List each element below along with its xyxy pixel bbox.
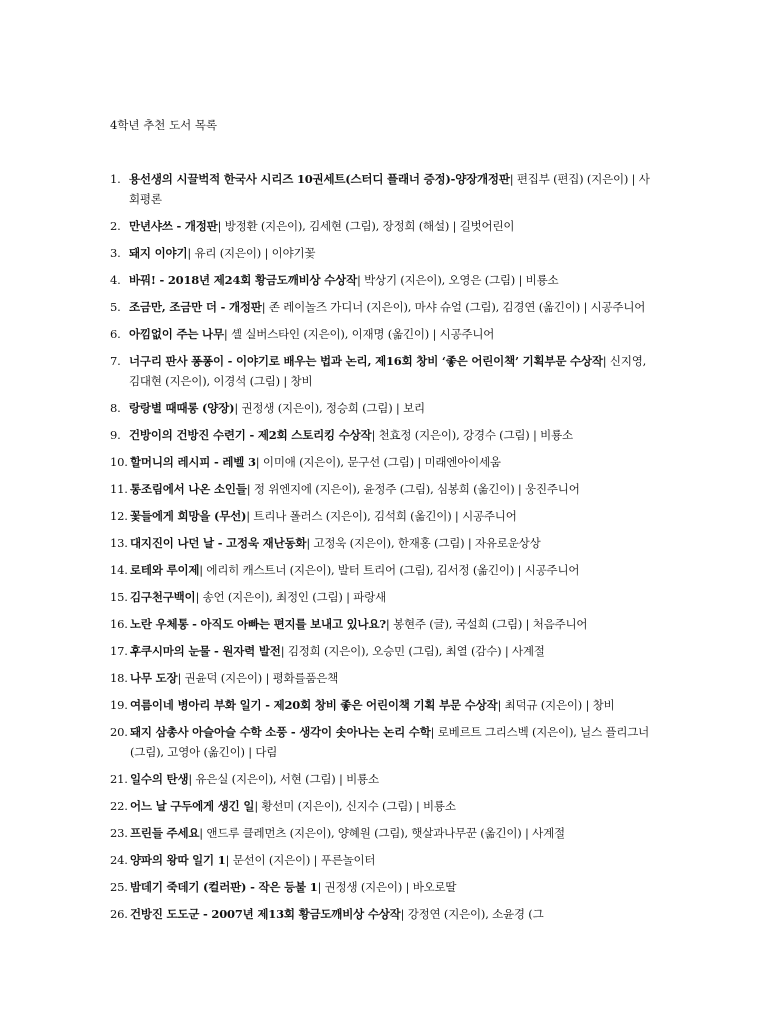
- title-separator: |: [188, 772, 196, 786]
- book-entry: [130, 769, 660, 789]
- book-author-publisher: 권윤덕 (지은이) | 평화를품은책: [184, 671, 339, 685]
- book-list-item: [110, 169, 660, 209]
- book-number: 14.: [110, 563, 128, 577]
- book-number: 17.: [110, 644, 128, 658]
- book-author-publisher: 존 레이놀즈 가디너 (지은이), 마샤 슈얼 (그림), 김경연 (옮긴이) | 시공주니어: [268, 300, 646, 314]
- book-list-item: [110, 297, 660, 317]
- book-number: 26.: [110, 907, 128, 921]
- book-author-publisher: 신지영, 김대현 (지은이), 이경석 (그림) | 창비: [129, 354, 647, 388]
- book-entry: [129, 169, 660, 209]
- book-number: 22.: [110, 799, 128, 813]
- title-separator: |: [246, 482, 254, 496]
- book-entry: [130, 587, 660, 607]
- book-number: 5.: [110, 300, 121, 314]
- book-title: 건방진 도도군 - 2007년 제13회 황금도깨비상 수상작: [130, 907, 401, 921]
- book-author-publisher: 로베르트 그리스벡 (지은이), 닐스 플리그너 (그림), 고영아 (옮긴이) | 다림: [130, 725, 650, 759]
- book-author-publisher: 에리히 캐스트너 (지은이), 발터 트리어 (그림), 김서정 (옮긴이) | 시공주니어: [206, 563, 580, 577]
- book-list-item: [110, 560, 660, 580]
- book-entry: [129, 243, 660, 263]
- book-entry: [130, 796, 660, 816]
- book-author-publisher: 유리 (지은이) | 이야기꽃: [194, 246, 316, 260]
- book-entry: [130, 641, 660, 661]
- title-separator: |: [356, 273, 365, 287]
- title-separator: |: [246, 509, 254, 523]
- book-entry: [130, 452, 660, 472]
- book-title: 후쿠시마의 눈물 - 원자력 발전: [130, 644, 281, 658]
- book-entry: [129, 351, 660, 391]
- book-number: 15.: [110, 590, 128, 604]
- book-entry: [129, 398, 660, 418]
- book-number: 3.: [110, 246, 121, 260]
- book-list-item: [110, 668, 660, 688]
- book-entry: [130, 877, 660, 897]
- book-author-publisher: 정 위엔지에 (지은이), 윤정주 (그림), 심봉희 (옮긴이) | 웅진주니어: [253, 482, 580, 496]
- book-list-item: [110, 769, 660, 789]
- book-title: 로테와 루이제: [130, 563, 200, 577]
- title-separator: |: [234, 401, 242, 415]
- book-number: 12.: [110, 509, 128, 523]
- book-author-publisher: 편집부 (편집) (지은이) | 사회평론: [129, 172, 650, 206]
- book-author-publisher: 강정연 (지은이), 소윤경 (그: [407, 907, 544, 921]
- book-author-publisher: 봉현주 (글), 국설희 (그림) | 처음주니어: [393, 617, 588, 631]
- title-separator: |: [199, 826, 207, 840]
- title-separator: |: [187, 246, 195, 260]
- book-entry: [129, 270, 660, 290]
- book-title: 여름이네 병아리 부화 일기 - 제20회 창비 좋은 어린이책 기획 부문 수상작: [130, 698, 498, 712]
- book-author-publisher: 고정욱 (지은이), 한재홍 (그림) | 자유로운상상: [313, 536, 541, 550]
- book-entry: [130, 614, 660, 634]
- book-number: 19.: [110, 698, 128, 712]
- book-number: 13.: [110, 536, 128, 550]
- book-title: 돼지 삼총사 아슬아슬 수학 소풍 - 생각이 솟아나는 논리 수학: [130, 725, 431, 739]
- book-author-publisher: 천효정 (지은이), 강경수 (그림) | 비룡소: [378, 428, 573, 442]
- book-number: 10.: [110, 455, 128, 469]
- book-entry: [129, 425, 660, 445]
- book-entry: [130, 668, 660, 688]
- title-separator: |: [400, 907, 408, 921]
- book-author-publisher: 최덕규 (지은이) | 창비: [504, 698, 615, 712]
- book-entry: [130, 695, 660, 715]
- book-list-item: [110, 425, 660, 445]
- book-author-publisher: 박상기 (지은이), 오영은 (그림) | 비룡소: [364, 273, 559, 287]
- book-list-item: [110, 324, 660, 344]
- book-author-publisher: 셸 실버스타인 (지은이), 이재명 (옮긴이) | 시공주니어: [231, 327, 495, 341]
- book-number: 21.: [110, 772, 128, 786]
- title-separator: |: [509, 172, 517, 186]
- title-separator: |: [497, 698, 505, 712]
- book-title: 돼지 이야기: [129, 246, 188, 260]
- book-number: 25.: [110, 880, 128, 894]
- book-title: 어느 날 구두에게 생긴 일: [130, 799, 255, 813]
- book-number: 11.: [110, 482, 128, 496]
- book-entry: [130, 479, 660, 499]
- book-title: 만년샤쓰 - 개정판: [129, 219, 218, 233]
- title-separator: |: [254, 799, 262, 813]
- book-title: 꽃들에게 희망을 (무선): [130, 509, 247, 523]
- title-separator: |: [280, 644, 288, 658]
- title-separator: |: [223, 327, 232, 341]
- book-number: 23.: [110, 826, 128, 840]
- book-author-publisher: 트리나 폴러스 (지은이), 김석희 (옮긴이) | 시공주니어: [253, 509, 517, 523]
- book-title: 노란 우체통 - 아직도 아빠는 편지를 보내고 있나요?: [130, 617, 386, 631]
- book-list-item: [110, 587, 660, 607]
- book-number: 24.: [110, 853, 128, 867]
- book-list-item: [110, 614, 660, 634]
- book-number: 4.: [110, 273, 121, 287]
- book-number: 20.: [110, 725, 128, 739]
- book-author-publisher: 방정환 (지은이), 김세현 (그림), 장정희 (해설) | 길벗어린이: [224, 219, 515, 233]
- title-separator: |: [317, 880, 325, 894]
- title-separator: |: [199, 563, 207, 577]
- book-list-item: [110, 398, 660, 418]
- title-separator: |: [217, 219, 225, 233]
- book-list-item: [110, 479, 660, 499]
- title-separator: |: [261, 300, 269, 314]
- book-title: 대지진이 나던 날 - 고정욱 재난동화: [130, 536, 307, 550]
- book-entry: [130, 722, 660, 762]
- book-list-item: [110, 904, 660, 924]
- book-entry: [130, 506, 660, 526]
- document-title: 4학년 추천 도서 목록: [110, 118, 218, 132]
- book-author-publisher: 김정희 (지은이), 오승민 (그림), 최열 (감수) | 사계절: [287, 644, 545, 658]
- book-list-item: [110, 351, 660, 391]
- book-entry: [129, 324, 660, 344]
- title-separator: |: [195, 590, 203, 604]
- book-title: 양파의 왕따 일기 1: [130, 853, 226, 867]
- book-number: 9.: [110, 428, 121, 442]
- book-title: 바꿔! - 2018년 제24회 황금도깨비상 수상작: [129, 273, 357, 287]
- book-title: 너구리 판사 퐁퐁이 - 이야기로 배우는 법과 논리, 제16회 창비 ‘좋은 어린이책’ 기획부문 수상작: [129, 354, 603, 368]
- book-author-publisher: 송언 (지은이), 최정인 (그림) | 파랑새: [202, 590, 386, 604]
- book-number: 1.: [110, 172, 121, 186]
- book-list: [110, 169, 660, 931]
- book-entry: [129, 297, 660, 317]
- book-title: 일수의 탄생: [130, 772, 189, 786]
- book-title: 랑랑별 때때롱 (양장): [129, 401, 235, 415]
- book-author-publisher: 권정생 (지은이), 정승희 (그림) | 보리: [241, 401, 425, 415]
- book-title: 통조림에서 나온 소인들: [130, 482, 247, 496]
- book-list-item: [110, 823, 660, 843]
- book-number: 2.: [110, 219, 121, 233]
- book-number: 8.: [110, 401, 121, 415]
- title-separator: |: [602, 354, 610, 368]
- title-separator: |: [430, 725, 438, 739]
- book-entry: [129, 216, 660, 236]
- book-number: 6.: [110, 327, 121, 341]
- book-title: 용선생의 시끌벅적 한국사 시리즈 10권세트(스터디 플래너 증정)-양장개정판: [129, 172, 510, 186]
- book-list-item: [110, 695, 660, 715]
- book-title: 나무 도장: [130, 671, 178, 685]
- book-list-item: [110, 641, 660, 661]
- book-list-item: [110, 270, 660, 290]
- book-list-item: [110, 506, 660, 526]
- book-author-publisher: 유은실 (지은이), 서현 (그림) | 비룡소: [195, 772, 379, 786]
- book-list-item: [110, 452, 660, 472]
- title-separator: |: [225, 853, 233, 867]
- book-author-publisher: 앤드루 클레먼츠 (지은이), 양혜원 (그림), 햇살과나무꾼 (옮긴이) | 사계절: [206, 826, 565, 840]
- title-separator: |: [255, 455, 263, 469]
- book-entry: [130, 560, 660, 580]
- book-number: 18.: [110, 671, 128, 685]
- book-author-publisher: 문선이 (지은이) | 푸른놀이터: [232, 853, 376, 867]
- book-number: 7.: [110, 354, 121, 368]
- book-list-item: [110, 796, 660, 816]
- book-title: 아낌없이 주는 나무: [129, 327, 224, 341]
- book-title: 밤데기 죽데기 (컬러판) - 작은 등불 1: [130, 880, 318, 894]
- book-list-item: [110, 216, 660, 236]
- book-entry: [130, 904, 660, 924]
- book-title: 건방이의 건방진 수련기 - 제2회 스토리킹 수상작: [129, 428, 372, 442]
- book-list-item: [110, 243, 660, 263]
- book-number: 16.: [110, 617, 128, 631]
- title-separator: |: [306, 536, 314, 550]
- book-author-publisher: 황선미 (지은이), 신지수 (그림) | 비룡소: [261, 799, 456, 813]
- book-list-item: [110, 533, 660, 553]
- book-title: 조금만, 조금만 더 - 개정판: [129, 300, 262, 314]
- book-entry: [130, 850, 660, 870]
- book-author-publisher: 권정생 (지은이) | 바오로딸: [324, 880, 457, 894]
- book-list-item: [110, 850, 660, 870]
- book-entry: [130, 533, 660, 553]
- book-title: 김구천구백이: [130, 590, 196, 604]
- title-separator: |: [177, 671, 185, 685]
- book-title: 할머니의 레시피 - 레벨 3: [130, 455, 256, 469]
- title-separator: |: [385, 617, 394, 631]
- book-author-publisher: 이미애 (지은이), 문구선 (그림) | 미래엔아이세움: [262, 455, 501, 469]
- book-title: 프린들 주세요: [130, 826, 200, 840]
- book-entry: [130, 823, 660, 843]
- book-list-item: [110, 722, 660, 762]
- book-list-item: [110, 877, 660, 897]
- title-separator: |: [371, 428, 379, 442]
